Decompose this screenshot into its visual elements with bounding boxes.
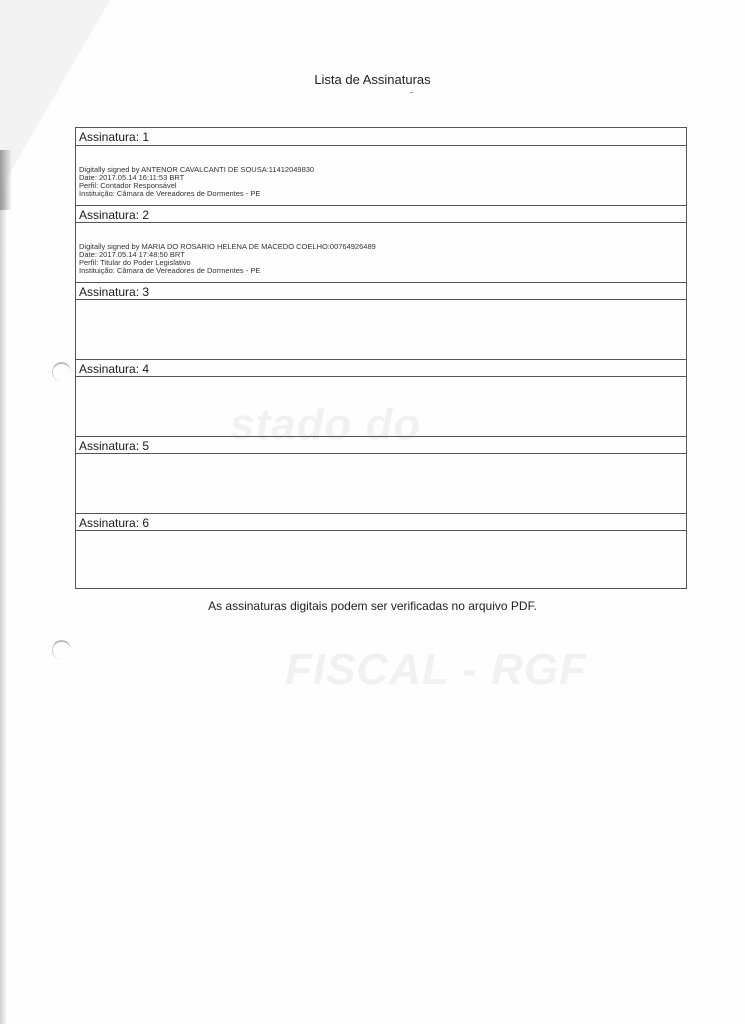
verification-note: As assinaturas digitais podem ser verificadas no arquivo PDF. bbox=[208, 599, 537, 613]
signature-block-1 bbox=[76, 128, 686, 205]
signature-details bbox=[76, 146, 686, 205]
punch-hole-lower bbox=[52, 640, 71, 660]
signature-details-empty bbox=[76, 377, 686, 436]
signature-block-4 bbox=[76, 359, 686, 436]
signature-header: Assinatura: 2 bbox=[76, 205, 686, 223]
signature-details-empty bbox=[76, 454, 686, 513]
signed-by-line: Digitally signed by ANTENOR CAVALCANTI DE SOUSA:11412049830 bbox=[79, 165, 315, 174]
perfil-line: Perfil: Titular do Poder Legislativo bbox=[79, 258, 191, 267]
show-through-ghost-1: stado do bbox=[230, 400, 422, 449]
date-line: Date: 2017.05.14 16:11:53 BRT bbox=[79, 173, 185, 182]
punch-hole-upper bbox=[52, 362, 71, 382]
signature-details-empty bbox=[76, 300, 686, 359]
signature-block-2 bbox=[76, 205, 686, 282]
instituicao-line: Instituição: Câmara de Vereadores de Dormentes - PE bbox=[79, 189, 261, 198]
signature-block-5 bbox=[76, 436, 686, 513]
signature-details-empty bbox=[76, 531, 686, 586]
scan-edge-shadow bbox=[0, 150, 12, 210]
perfil-line: Perfil: Contador Responsável bbox=[79, 181, 177, 190]
signed-by-line: Digitally signed by MARIA DO ROSARIO HELENA DE MACEDO COELHO:00764926489 bbox=[79, 242, 376, 251]
show-through-ghost-2: FISCAL - RGF bbox=[285, 645, 588, 694]
date-line: Date: 2017.05.14 17:48:50 BRT bbox=[79, 250, 185, 259]
signature-header: Assinatura: 6 bbox=[76, 513, 686, 531]
signature-header: Assinatura: 4 bbox=[76, 359, 686, 377]
signature-header: Assinatura: 5 bbox=[76, 436, 686, 454]
signature-header: Assinatura: 1 bbox=[76, 128, 686, 146]
signature-table bbox=[75, 127, 687, 589]
page-title: Lista de Assinaturas bbox=[314, 72, 431, 87]
instituicao-line: Instituição: Câmara de Vereadores de Dormentes - PE bbox=[79, 266, 261, 275]
signature-header: Assinatura: 3 bbox=[76, 282, 686, 300]
signature-details bbox=[76, 223, 686, 282]
signature-block-3 bbox=[76, 282, 686, 359]
signature-block-6 bbox=[76, 513, 686, 586]
scan-speck bbox=[410, 92, 413, 93]
